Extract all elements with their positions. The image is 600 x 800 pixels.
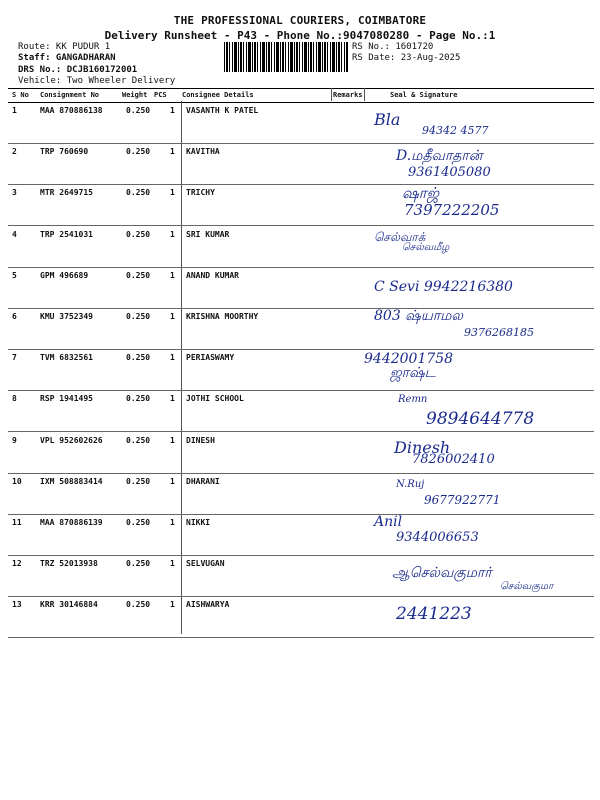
table-row <box>8 473 594 515</box>
col-consignee: Consignee Details <box>182 91 254 99</box>
handwritten-phone: 7397222205 <box>404 201 500 220</box>
row-weight: 0.250 <box>126 229 151 239</box>
row-sno: 5 <box>12 270 17 280</box>
col-sno: S No <box>12 91 29 99</box>
divider-remarks <box>331 88 332 101</box>
row-weight: 0.250 <box>126 270 151 280</box>
row-consignee: PERIASWAMY <box>186 353 235 363</box>
table-row <box>8 267 594 309</box>
row-consignment-no: MAA 870886138 <box>40 106 103 115</box>
table-row <box>8 102 594 144</box>
row-weight: 0.250 <box>126 312 151 321</box>
row-pcs: 1 <box>170 229 175 239</box>
row-consignee: NIKKI <box>186 518 211 527</box>
row-pcs: 1 <box>170 312 175 321</box>
row-consignment-no: TRP 760690 <box>40 147 89 157</box>
row-pcs: 1 <box>170 270 175 280</box>
row-weight: 0.250 <box>126 353 151 363</box>
row-weight: 0.250 <box>126 188 151 198</box>
handwritten-signature: 9442001758 <box>364 351 454 368</box>
handwritten-signature: 2441223 <box>396 604 472 625</box>
table-row <box>8 226 594 268</box>
handwritten-phone: 9376268185 <box>464 326 534 339</box>
route-label: Route: KK PUDUR 1 <box>18 42 111 52</box>
row-consignment-no: GPM 496689 <box>40 270 89 280</box>
company-title: THE PROFESSIONAL COURIERS, COIMBATORE <box>173 14 427 27</box>
row-consignment-no: TRP 2541031 <box>40 229 93 239</box>
col-weight: Weight <box>122 91 148 99</box>
row-pcs: 1 <box>170 559 175 569</box>
runsheet-subtitle: Delivery Runsheet - P43 - Phone No.:9047080280 - Page No.:1 <box>104 29 496 42</box>
handwritten-phone: ஜாஷ்ட <box>390 365 436 382</box>
table-row <box>8 514 594 556</box>
row-sno: 9 <box>12 435 17 445</box>
row-consignee: ANAND KUMAR <box>186 270 239 280</box>
row-consignee: SELVUGAN <box>186 559 225 569</box>
row-sno: 1 <box>12 106 17 115</box>
col-consignment: Consignment No <box>40 91 100 99</box>
row-consignee: AISHWARYA <box>186 600 230 610</box>
row-weight: 0.250 <box>126 147 151 157</box>
row-consignment-no: IXM 508883414 <box>40 476 103 486</box>
row-consignee: JOTHI SCHOOL <box>186 394 244 404</box>
row-consignee: SRI KUMAR <box>186 229 230 239</box>
handwritten-phone: செல்வகுமா <box>500 581 554 593</box>
row-pcs: 1 <box>170 518 175 527</box>
row-consignee: KRISHNA MOORTHY <box>186 312 259 321</box>
table-row <box>8 349 594 391</box>
handwritten-signature: ஷாஜ் <box>402 184 440 203</box>
handwritten-signature: Remn <box>398 394 428 406</box>
row-sno: 2 <box>12 147 17 157</box>
rs-date: RS Date: 23-Aug-2025 <box>352 53 461 63</box>
divider-signature <box>364 88 365 101</box>
row-sno: 13 <box>12 600 22 610</box>
row-consignee: DINESH <box>186 435 215 445</box>
handwritten-signature: செல்வாக் <box>374 229 426 244</box>
row-consignment-no: MAA 870886139 <box>40 518 103 527</box>
row-weight: 0.250 <box>126 106 151 115</box>
handwritten-phone: 9677922771 <box>424 492 501 507</box>
row-pcs: 1 <box>170 476 175 486</box>
table-row <box>8 308 594 350</box>
handwritten-signature: D.மதீவாதான் <box>396 148 483 165</box>
row-weight: 0.250 <box>126 394 151 404</box>
row-sno: 8 <box>12 394 17 404</box>
row-consignee: KAVITHA <box>186 147 220 157</box>
col-pcs: PCS <box>154 91 167 99</box>
handwritten-phone: 94342 4577 <box>422 124 489 137</box>
row-weight: 0.250 <box>126 559 151 569</box>
row-consignment-no: KMU 3752349 <box>40 312 93 321</box>
row-sno: 4 <box>12 229 17 239</box>
row-pcs: 1 <box>170 353 175 363</box>
row-consignment-no: TVM 6832561 <box>40 353 93 363</box>
handwritten-signature: N.Ruj <box>396 478 425 490</box>
handwritten-phone: 9894644778 <box>426 409 535 430</box>
handwritten-signature: ஆசெல்வகுமார் <box>392 565 492 582</box>
col-signature: Seal & Signature <box>390 91 458 99</box>
row-sno: 3 <box>12 188 17 198</box>
vehicle-label: Vehicle: Two Wheeler Delivery <box>18 76 176 86</box>
row-consignment-no: MTR 2649715 <box>40 188 93 198</box>
table-row <box>8 555 594 597</box>
row-pcs: 1 <box>170 394 175 404</box>
table-row <box>8 143 594 185</box>
staff-label: Staff: GANGADHARAN <box>18 53 116 63</box>
handwritten-signature: Bla <box>374 110 401 129</box>
handwritten-phone: 7826002410 <box>412 451 495 467</box>
row-sno: 11 <box>12 518 22 527</box>
row-consignee: VASANTH K PATEL <box>186 106 259 115</box>
handwritten-phone: 9344006653 <box>396 530 479 545</box>
handwritten-signature: 803 ஷ்யாமல <box>374 308 464 324</box>
handwritten-signature: Dinesh <box>394 437 451 457</box>
col-remarks: Remarks <box>333 91 363 99</box>
row-consignment-no: VPL 952602626 <box>40 435 103 445</box>
row-sno: 12 <box>12 559 22 569</box>
row-pcs: 1 <box>170 600 175 610</box>
row-pcs: 1 <box>170 188 175 198</box>
handwritten-signature: C Sevi 9942216380 <box>374 278 513 295</box>
row-pcs: 1 <box>170 106 175 115</box>
row-pcs: 1 <box>170 147 175 157</box>
row-consignment-no: TRZ 52013938 <box>40 559 98 569</box>
handwritten-signature: Anil <box>374 514 403 530</box>
row-weight: 0.250 <box>126 600 151 610</box>
row-sno: 10 <box>12 476 22 486</box>
rs-number: RS No.: 1601720 <box>352 42 434 52</box>
row-weight: 0.250 <box>126 476 151 486</box>
row-pcs: 1 <box>170 435 175 445</box>
table-header <box>8 88 594 103</box>
row-consignment-no: KRR 30146884 <box>40 600 98 610</box>
row-weight: 0.250 <box>126 518 151 527</box>
table-row <box>8 390 594 432</box>
table-row <box>8 596 594 638</box>
row-consignment-no: RSP 1941495 <box>40 394 93 404</box>
table-row <box>8 432 594 474</box>
barcode <box>224 42 348 72</box>
row-consignee: DHARANI <box>186 476 220 486</box>
handwritten-phone: செல்வமீழ <box>402 241 450 253</box>
handwritten-phone: 9361405080 <box>408 165 491 181</box>
row-sno: 6 <box>12 312 17 321</box>
table-row <box>8 184 594 226</box>
row-sno: 7 <box>12 353 17 363</box>
drs-label: DRS No.: DCJB160172001 <box>18 65 138 75</box>
row-weight: 0.250 <box>126 435 151 445</box>
row-consignee: TRICHY <box>186 188 215 198</box>
